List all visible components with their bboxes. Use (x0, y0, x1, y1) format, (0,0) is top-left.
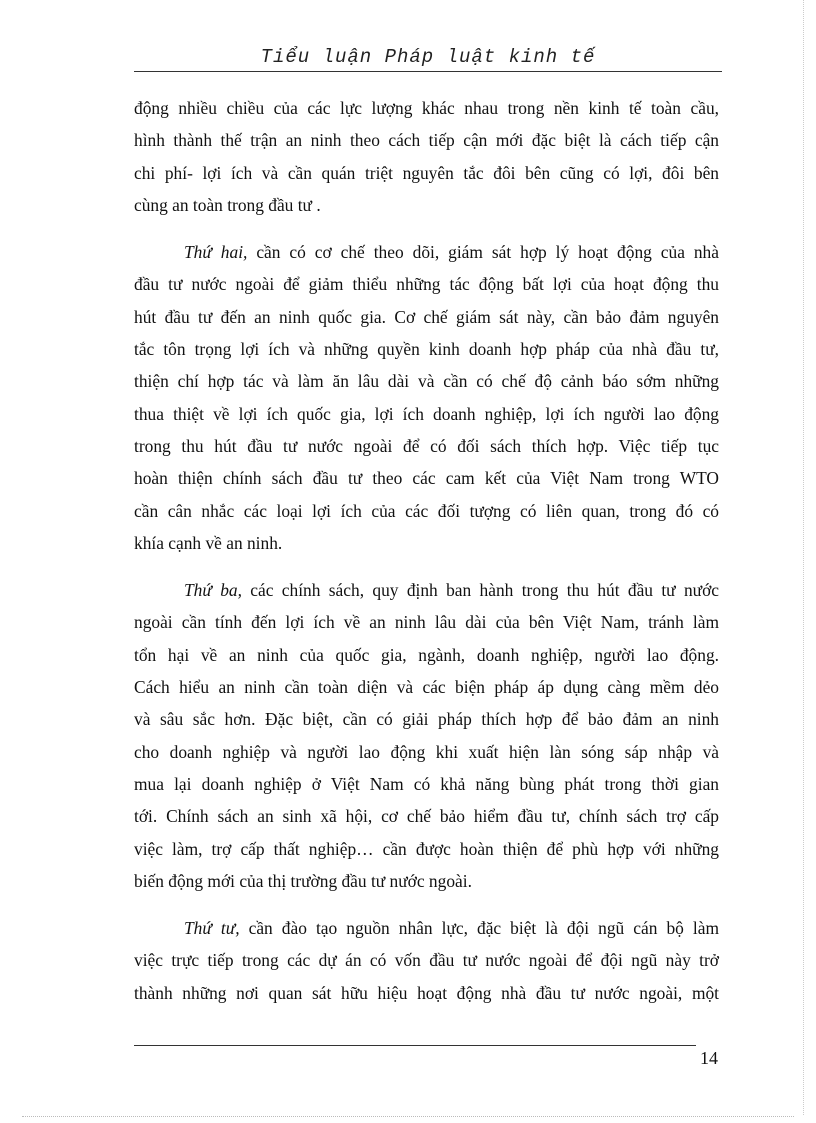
text-line-rest: cần đào tạo nguồn nhân lực, đặc biệt là đội ngũ cán bộ làm (239, 918, 719, 939)
text-line: hình thành thế trận an ninh theo cách tiếp cận mới đặc biệt là cách tiếp cận (134, 130, 719, 151)
text-line: tắc tôn trọng lợi ích và những quyền kinh doanh hợp pháp của nhà đầu tư, (134, 339, 719, 360)
page-edge-right (803, 0, 804, 1115)
paragraph (134, 912, 719, 1009)
text-line: cần cân nhắc các loại lợi ích của các đối tượng có liên quan, trong đó có (134, 500, 719, 521)
text-line-rest: các chính sách, quy định ban hành trong thu hút đầu tư nước (241, 580, 719, 601)
text-line: chi phí- lợi ích và cần quán triệt nguyên tắc đôi bên cũng có lợi, đôi bên (134, 162, 719, 183)
paragraph-lead: Thứ hai, (184, 242, 248, 263)
text-line: thua thiệt về lợi ích quốc gia, lợi ích doanh nghiệp, lợi ích người lao động (134, 403, 719, 424)
text-line (134, 574, 719, 606)
page-header-title: Tiểu luận Pháp luật kinh tế (260, 46, 596, 68)
text-line: tổn hại về an ninh của quốc gia, ngành, doanh nghiệp, người lao động. (134, 644, 719, 665)
page-number: 14 (700, 1048, 718, 1068)
paragraph (134, 236, 719, 559)
footer-rule (134, 1045, 696, 1046)
text-line: hút đầu tư đến an ninh quốc gia. Cơ chế giám sát này, cần bảo đảm nguyên (134, 306, 719, 327)
text-line: biến động mới của thị trường đầu tư nước ngoài. (134, 870, 472, 891)
paragraph-lead: Thứ ba, (184, 580, 242, 601)
text-line: khía cạnh về an ninh. (134, 532, 283, 553)
text-line-rest: cần có cơ chế theo dõi, giám sát hợp lý hoạt động của nhà (247, 242, 719, 263)
text-line: và sâu sắc hơn. Đặc biệt, cần có giải pháp thích hợp để bảo đảm an ninh (134, 709, 719, 730)
text-line: đầu tư nước ngoài để giảm thiểu những tác động bất lợi của hoạt động thu (134, 274, 719, 295)
paragraph (134, 574, 719, 897)
paragraph-lead: Thứ tư, (184, 918, 240, 939)
text-line: cho doanh nghiệp và người lao động khi xuất hiện làn sóng sáp nhập và (134, 741, 719, 762)
text-line: việc làm, trợ cấp thất nghiệp… cần được hoàn thiện để phù hợp với những (134, 838, 719, 859)
header-rule (134, 71, 722, 72)
document-body (134, 92, 719, 1009)
text-line: tới. Chính sách an sinh xã hội, cơ chế bảo hiểm đầu tư, chính sách trợ cấp (134, 806, 719, 827)
page-edge-bottom (22, 1116, 794, 1117)
text-line: hoàn thiện chính sách đầu tư theo các cam kết của Việt Nam trong WTO (134, 468, 719, 489)
text-line: việc trực tiếp trong các dự án có vốn đầu tư nước ngoài để đội ngũ này trở (134, 950, 719, 971)
paragraph (134, 92, 719, 221)
text-line: thành những nơi quan sát hữu hiệu hoạt động nhà đầu tư nước ngoài, một (134, 982, 719, 1003)
text-line: cùng an toàn trong đầu tư . (134, 194, 321, 215)
text-line: thiện chí hợp tác và làm ăn lâu dài và cần có chế độ cảnh báo sớm những (134, 371, 719, 392)
text-line: mua lại doanh nghiệp ở Việt Nam có khả năng bùng phát trong thời gian (134, 773, 719, 794)
text-line: trong thu hút đầu tư nước ngoài để có đối sách thích hợp. Việc tiếp tục (134, 435, 719, 456)
text-line: động nhiều chiều của các lực lượng khác nhau trong nền kinh tế toàn cầu, (134, 98, 719, 118)
text-line: Cách hiểu an ninh cần toàn diện và các biện pháp áp dụng càng mềm dẻo (134, 677, 719, 698)
text-line (134, 236, 719, 268)
text-line (134, 912, 719, 944)
text-line: ngoài cần tính đến lợi ích về an ninh lâu dài của bên Việt Nam, tránh làm (134, 612, 719, 633)
